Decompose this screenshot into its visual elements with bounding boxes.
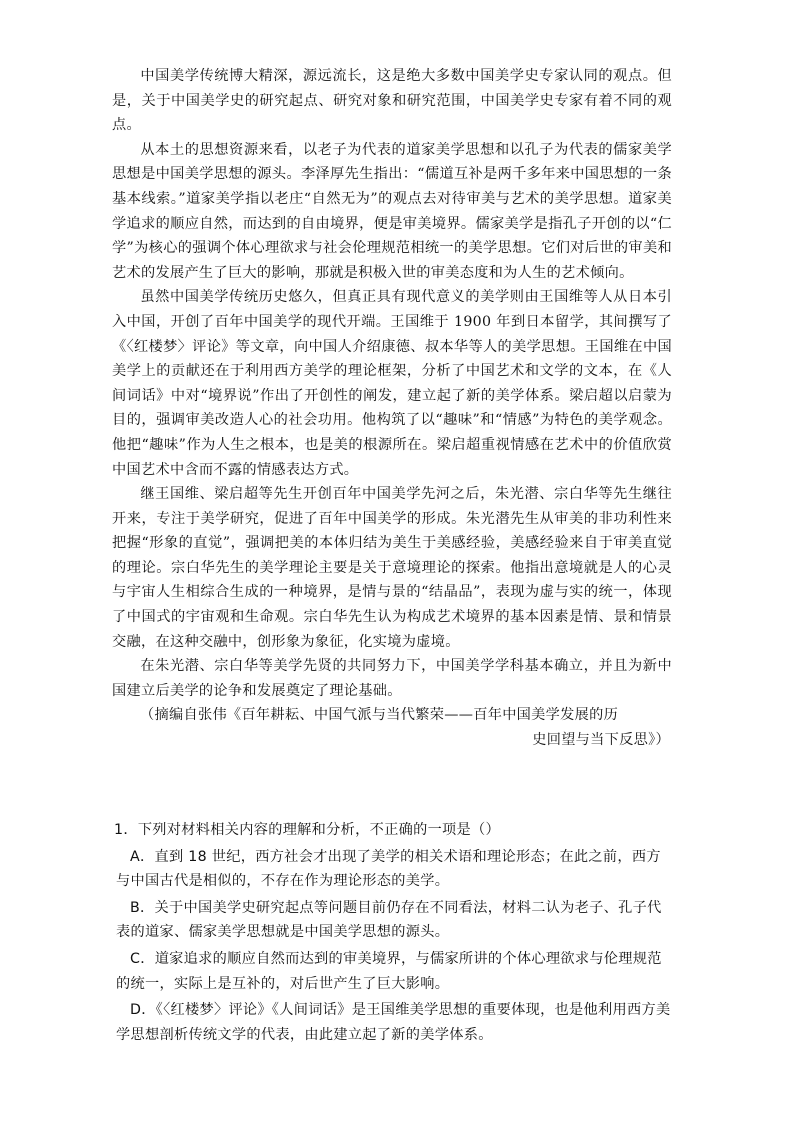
source-citation xyxy=(112,703,672,752)
question-stem: 1．下列对材料相关内容的理解和分析，不正确的一项是（） xyxy=(114,822,501,838)
option-d[interactable]: D．《〈红楼梦〉评论》《人间词话》是王国维美学思想的重要体现，也是他利用西方美学思想剖析传统文学的代表，由此建立起了新的美学体系。 xyxy=(116,1002,671,1043)
passage-paragraph-4: 继王国维、梁启超等先生开创百年中国美学先河之后，朱光潜、宗白华等先生继往开来，专注于美学研究，促进了百年中国美学的形成。朱光潜先生从审美的非功利性来把握“形象的直觉”，强调把美的本体归结为美生于美感经验，美感经验来自于审美直觉的理论。宗白华先生的美学理论主要是关于意境理论的探索。他指出意境就是人的心灵与宇宙人生相综合生成的一种境界，是情与景的“结晶品”，表现为虚与实的统一，体现了中国式的宇宙观和生命观。宗白华先生认为构成艺术境界的基本因素是情、景和情景交融，在这种交融中，创形象为象征，化实境为虚境。 xyxy=(112,486,672,650)
source-citation-line-1: （摘编自张伟《百年耕耘、中国气派与当代繁荣——百年中国美学发展的历 xyxy=(140,707,619,724)
question-1 xyxy=(114,818,674,1047)
reading-passage xyxy=(112,64,672,753)
passage-paragraph-2: 从本土的思想资源来看，以老子为代表的道家美学思想和以孔子为代表的儒家美学思想是中国美学思想的源头。李泽厚先生指出：“儒道互补是两千多年来中国思想的一条基本线索。”道家美学指以老庄“自然无为”的观点去对待审美与艺术的美学思想。道家美学追求的顺应自然，而达到的自由境界，便是审美境界。儒家美学是指孔子开创的以“仁学”为核心的强调个体心理欲求与社会伦理规范相统一的美学思想。它们对后世的审美和艺术的发展产生了巨大的影响，那就是积极入世的审美态度和为人生的艺术倾向。 xyxy=(112,141,672,281)
option-b[interactable]: B．关于中国美学史研究起点等问题目前仍存在不同看法，材料二认为老子、孔子代表的道家、儒家美学思想就是中国美学思想的源头。 xyxy=(116,899,662,941)
passage-paragraph-1: 中国美学传统博大精深，源远流长，这是绝大多数中国美学史专家认同的观点。但是，关于中国美学史的研究起点、研究对象和研究范围，中国美学史专家有着不同的观点。 xyxy=(112,68,672,134)
option-c[interactable]: C．道家追求的顺应自然而达到的审美境界，与儒家所讲的个体心理欲求与伦理规范的统一，实际上是互补的，对后世产生了巨大影响。 xyxy=(116,950,662,992)
option-a[interactable]: A．直到 18 世纪，西方社会才出现了美学的相关术语和理论形态；在此之前，西方与中国古代是相似的，不存在作为理论形态的美学。 xyxy=(116,848,661,890)
source-citation-line-2: 史回望与当下反思》） xyxy=(532,732,670,749)
passage-paragraph-5: 在朱光潜、宗白华等美学先贤的共同努力下，中国美学学科基本确立，并且为新中国建立后美学的论争和发展奠定了理论基础。 xyxy=(112,658,672,699)
passage-paragraph-3: 虽然中国美学传统历史悠久，但真正具有现代意义的美学则由王国维等人从日本引入中国，开创了百年中国美学的现代开端。王国维于 1900 年到日本留学，其间撰写了《〈红楼梦〉评论》等文章，向中国人介绍康德、叔本华等人的美学思想。王国维在中国美学上的贡献还在于利用西方美学的理论框架，分析了中国艺术和文学的文本，在《人间词话》中对“境界说”作出了开创性的阐发，建立起了新的美学体系。梁启超以启蒙为目的，强调审美改造人心的社会功用。他构筑了以“趣味”和“情感”为特色的美学观念。他把“趣味”作为人生之根本，也是美的根源所在。梁启超重视情感在艺术中的价值欣赏中国艺术中含而不露的情感表达方式。 xyxy=(112,289,672,478)
